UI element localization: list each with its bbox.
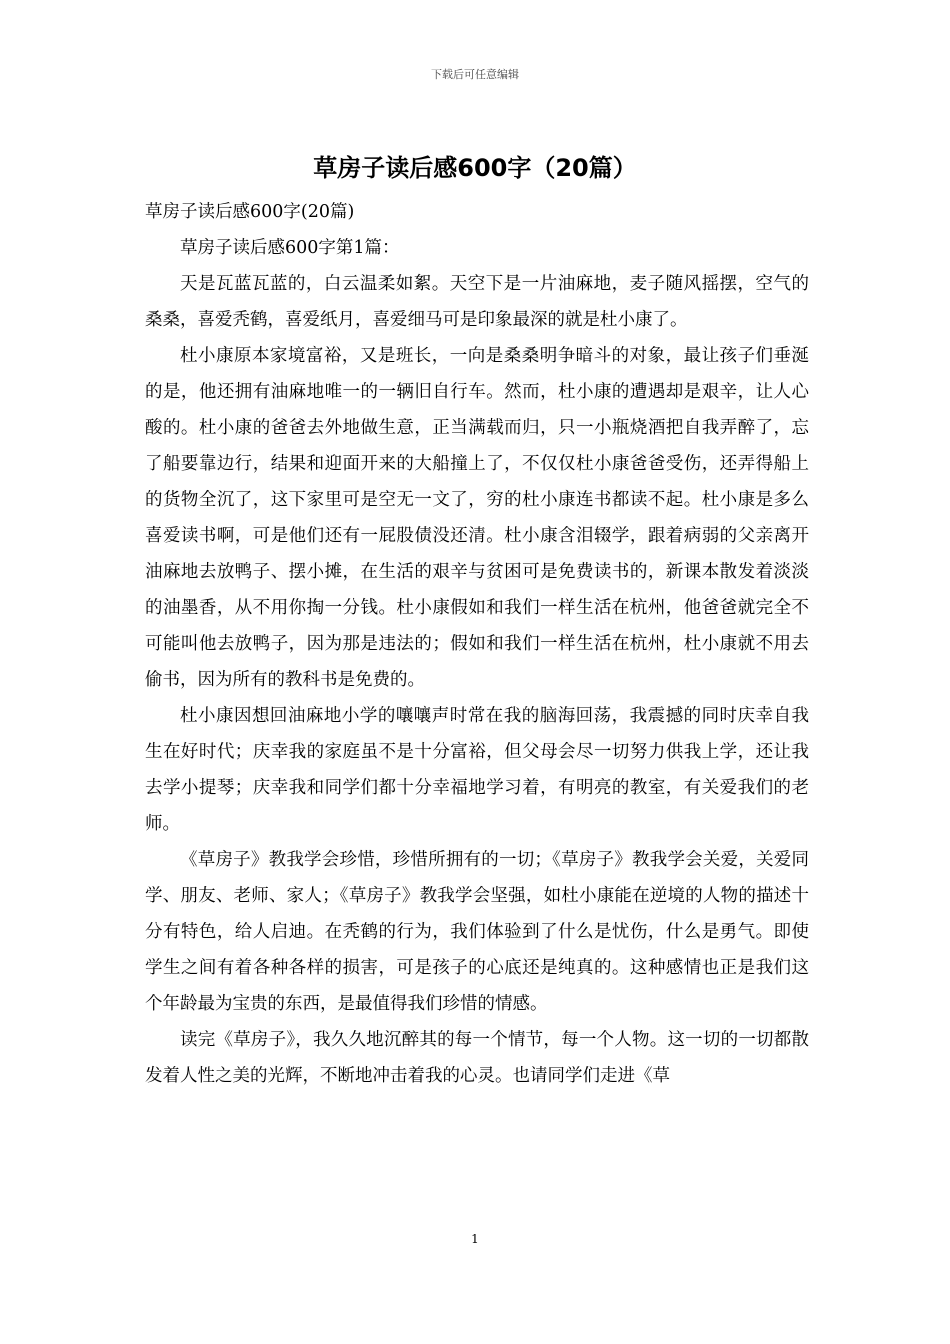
body-paragraph: 《草房子》教我学会珍惜，珍惜所拥有的一切；《草房子》教我学会关爱，关爱同学、朋友、老师、家人；《草房子》教我学会坚强，如杜小康能在逆境的人物的描述十分有特色，给人启迪。在秃鹤的行为，我们体验到了什么是忧伤，什么是勇气。即使学生之间有着各种各样的损害，可是孩子的心底还是纯真的。这种感情也正是我们这个年龄最为宝贵的东西，是最值得我们珍惜的情感。 <box>145 850 809 1014</box>
body-paragraph: 杜小康因想回油麻地小学的嚷嚷声时常在我的脑海回荡，我震撼的同时庆幸自我生在好时代；庆幸我的家庭虽不是十分富裕，但父母会尽一切努力供我上学，还让我去学小提琴；庆幸我和同学们都十分幸福地学习着，有明亮的教室，有关爱我们的老师。 <box>145 706 809 834</box>
body-paragraph: 天是瓦蓝瓦蓝的，白云温柔如絮。天空下是一片油麻地，麦子随风摇摆，空气的桑桑，喜爱秃鹤，喜爱纸月，喜爱细马可是印象最深的就是杜小康了。 <box>145 274 809 330</box>
body-paragraph: 读完《草房子》，我久久地沉醉其的每一个情节，每一个人物。这一切的一切都散发着人性之美的光辉，不断地冲击着我的心灵。也请同学们走进《草 <box>145 1030 809 1086</box>
body-paragraph: 杜小康原本家境富裕，又是班长，一向是桑桑明争暗斗的对象，最让孩子们垂涎的是，他还拥有油麻地唯一的一辆旧自行车。然而，杜小康的遭遇却是艰辛，让人心酸的。杜小康的爸爸去外地做生意，正当满载而归，只一小瓶烧酒把自我弄醉了，忘了船要靠边行，结果和迎面开来的大船撞上了，不仅仅杜小康爸爸受伤，还弄得船上的货物全沉了，这下家里可是空无一文了，穷的杜小康连书都读不起。杜小康是多么喜爱读书啊，可是他们还有一屁股债没还清。杜小康含泪辍学，跟着病弱的父亲离开油麻地去放鸭子、摆小摊，在生活的艰辛与贫困可是免费读书的，新课本散发着淡淡的油墨香，从不用你掏一分钱。杜小康假如和我们一样生活在杭州，他爸爸就完全不可能叫他去放鸭子，因为那是违法的；假如和我们一样生活在杭州，杜小康就不用去偷书，因为所有的教科书是免费的。 <box>145 346 809 690</box>
header-note: 下载后可任意编辑 <box>431 68 519 81</box>
subtitle-paragraph: 草房子读后感600字(20篇) <box>145 202 355 222</box>
document-body <box>145 194 809 1094</box>
document-title: 草房子读后感600字（20篇） <box>313 154 637 182</box>
page-number: 1 <box>471 1232 479 1246</box>
section-heading: 草房子读后感600字第1篇： <box>180 238 400 258</box>
